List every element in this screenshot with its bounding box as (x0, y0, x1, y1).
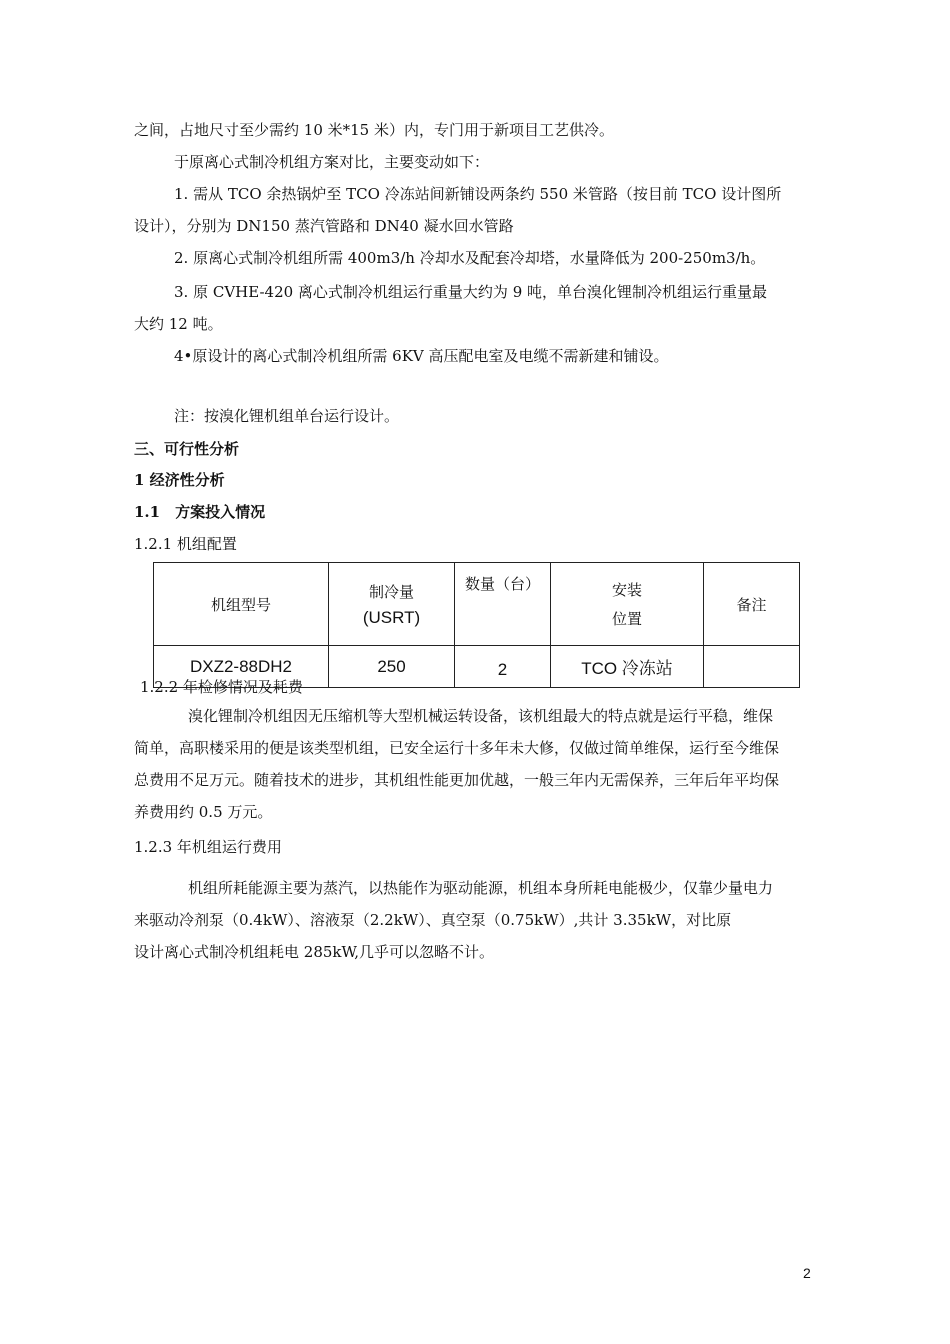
subsection-heading: 1.2.2 年检修情况及耗费 (140, 678, 303, 696)
table-header-cell: 备注 (704, 563, 800, 646)
paragraph-line: 大约 12 吨。 (134, 315, 223, 333)
paragraph-line: 溴化锂制冷机组因无压缩机等大型机械运转设备，该机组最大的特点就是运行平稳，维保 (188, 707, 774, 725)
table-header-row (154, 563, 800, 646)
paragraph-line: 养费用约 0.5 万元。 (134, 803, 273, 821)
table-header-cell: 机组型号 (154, 563, 329, 646)
unit-config-table (153, 562, 800, 688)
paragraph-line: 简单，高职楼采用的便是该类型机组，已安全运行十多年未大修，仅做过简单维保，运行至今维保 (134, 739, 780, 757)
subsection-heading: 1 经济性分析 (134, 471, 225, 489)
header-cap-line1: 制冷量 (368, 582, 414, 601)
paragraph-line: 1. 需从 TCO 余热锅炉至 TCO 冷冻站间新铺设两条约 550 米管路（按目前 TCO 设计图所 (174, 185, 782, 203)
table-header-cell (329, 563, 455, 646)
paragraph-line: 总费用不足万元。随着技术的进步，其机组性能更加优越，一般三年内无需保养，三年后年平均保 (134, 771, 780, 789)
header-cap-line2: (USRT) (362, 607, 421, 627)
paragraph-line: 2. 原离心式制冷机组所需 400m3/h 冷却水及配套冷却塔，水量降低为 200-250m3/h。 (174, 249, 766, 267)
subsection-heading: 1.2.3 年机组运行费用 (134, 838, 282, 856)
paragraph-line: 4•原设计的离心式制冷机组所需 6KV 高压配电室及电缆不需新建和铺设。 (174, 347, 669, 365)
paragraph-line: 3. 原 CVHE-420 离心式制冷机组运行重量大约为 9 吨，单台溴化锂制冷机组运行重量最 (174, 283, 768, 301)
paragraph-line: 机组所耗能源主要为蒸汽，以热能作为驱动能源，机组本身所耗电能极少，仅靠少量电力 (188, 879, 774, 897)
table-cell: 2 (455, 646, 551, 688)
header-loc-line2: 位置 (611, 610, 642, 628)
section-heading: 三、可行性分析 (134, 440, 240, 458)
paragraph-line: 设计离心式制冷机组耗电 285kW,几乎可以忽略不计。 (134, 943, 495, 961)
page-number: 2 (803, 1265, 811, 1281)
table-cell: 250 (329, 646, 455, 688)
subsection-heading: 1.1 方案投入情况 (134, 503, 266, 521)
paragraph-line: 设计），分别为 DN150 蒸汽管路和 DN40 凝水回水管路 (134, 217, 514, 235)
table-header-cell: 数量（台） (455, 563, 551, 646)
subsection-heading: 1.2.1 机组配置 (134, 535, 237, 553)
table-cell (704, 646, 800, 688)
paragraph-line: 于原离心式制冷机组方案对比，主要变动如下： (174, 153, 490, 171)
paragraph-line: 来驱动冷剂泵（0.4kW）、溶液泵（2.2kW）、真空泵（0.75kW）,共计 3.35kW，对比原 (134, 911, 732, 929)
table-cell: TCO 冷冻站 (551, 646, 704, 688)
note-text: 注：按溴化锂机组单台运行设计。 (174, 407, 400, 425)
table-header-cell (551, 563, 704, 646)
header-loc-line1: 安装 (611, 581, 642, 599)
table-cell: DXZ2-88DH2 (154, 646, 329, 688)
paragraph-line: 之间，占地尺寸至少需约 10 米*15 米）内，专门用于新项目工艺供冷。 (134, 121, 614, 139)
